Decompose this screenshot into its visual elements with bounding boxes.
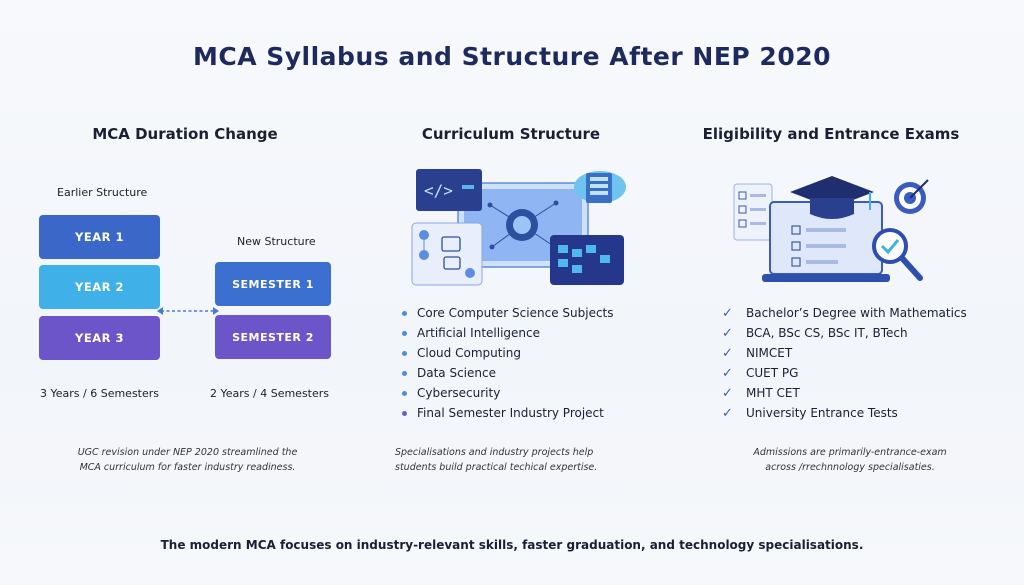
bullet-icon (402, 351, 407, 356)
list-item (722, 363, 967, 383)
footer-summary: The modern MCA focuses on industry-relevant skills, faster graduation, and technology specialisations. (160, 538, 864, 552)
list-item-label: Artificial Intelligence (417, 326, 540, 340)
cloud-database-icon (574, 171, 626, 203)
list-item-label: BCA, BSc CS, BSc IT, BTech (746, 326, 908, 340)
curriculum-heading: Curriculum Structure (421, 125, 601, 143)
curriculum-note-line-1: Specialisations and industry projects help (395, 447, 594, 458)
list-item (402, 383, 614, 403)
eligibility-note-line-1: Admissions are primarily-entrance-exam (753, 447, 947, 458)
list-item-label: NIMCET (746, 346, 793, 360)
bullet-icon (402, 311, 407, 316)
list-item (402, 363, 614, 383)
list-item (722, 323, 967, 343)
curriculum-list (402, 303, 614, 423)
list-item (402, 343, 614, 363)
code-icon (416, 169, 482, 211)
list-item (402, 323, 614, 343)
list-item-label: Core Computer Science Subjects (417, 306, 614, 320)
duration-note (40, 445, 335, 475)
list-item-label: Cybersecurity (417, 386, 501, 400)
list-item-label: Data Science (417, 366, 496, 380)
check-icon: ✓ (722, 405, 733, 421)
eligibility-list (722, 303, 967, 423)
list-item (722, 343, 967, 363)
bullet-icon (402, 391, 407, 396)
list-item (402, 403, 614, 423)
check-icon: ✓ (722, 305, 733, 321)
bullet-icon (402, 331, 407, 336)
list-item-label: CUET PG (746, 366, 799, 380)
dashboard-icon (550, 235, 624, 285)
check-icon: ✓ (722, 345, 733, 361)
year-2-block: YEAR 2 (39, 265, 160, 309)
curriculum-illustration (410, 165, 630, 290)
new-structure-label: New Structure (237, 235, 316, 248)
list-item-label: Bachelor’s Degree with Mathematics (746, 306, 967, 320)
list-item (722, 403, 967, 423)
list-item (722, 303, 967, 323)
check-icon: ✓ (722, 365, 733, 381)
list-item-label: University Entrance Tests (746, 406, 898, 420)
eligibility-heading: Eligibility and Entrance Exams (702, 125, 960, 143)
duration-note-line-1: UGC revision under NEP 2020 streamlined the (77, 447, 298, 458)
eligibility-note-line-2: across /rrechnnology specialisaties. (765, 462, 935, 473)
list-item-label: Final Semester Industry Project (417, 406, 604, 420)
curriculum-note (395, 445, 635, 475)
page-title: MCA Syllabus and Structure After NEP 2020 (192, 42, 832, 71)
check-icon: ✓ (722, 385, 733, 401)
list-item (722, 383, 967, 403)
eligibility-note (720, 445, 980, 475)
eligibility-illustration (730, 170, 945, 290)
curriculum-note-line-2: students build practical techical expertise. (395, 462, 598, 473)
earlier-summary: 3 Years / 6 Semesters (40, 387, 160, 400)
year-1-block: YEAR 1 (39, 215, 160, 259)
double-arrow-icon (155, 304, 221, 318)
list-item (402, 303, 614, 323)
list-item-label: MHT CET (746, 386, 800, 400)
svg-text:</>: </> (424, 181, 453, 200)
duration-note-line-2: MCA curriculum for faster industry readiness. (79, 462, 296, 473)
list-item-label: Cloud Computing (417, 346, 521, 360)
workflow-icon (412, 223, 482, 285)
year-3-block: YEAR 3 (39, 316, 160, 360)
semester-2-block: SEMESTER 2 (215, 315, 331, 359)
checklist-icon (734, 184, 772, 240)
check-icon: ✓ (722, 325, 733, 341)
new-summary: 2 Years / 4 Semesters (210, 387, 330, 400)
bullet-icon (402, 411, 407, 416)
duration-heading: MCA Duration Change (92, 125, 278, 143)
bullet-icon (402, 371, 407, 376)
target-icon (894, 180, 928, 214)
earlier-structure-label: Earlier Structure (57, 186, 148, 199)
semester-1-block: SEMESTER 1 (215, 262, 331, 306)
